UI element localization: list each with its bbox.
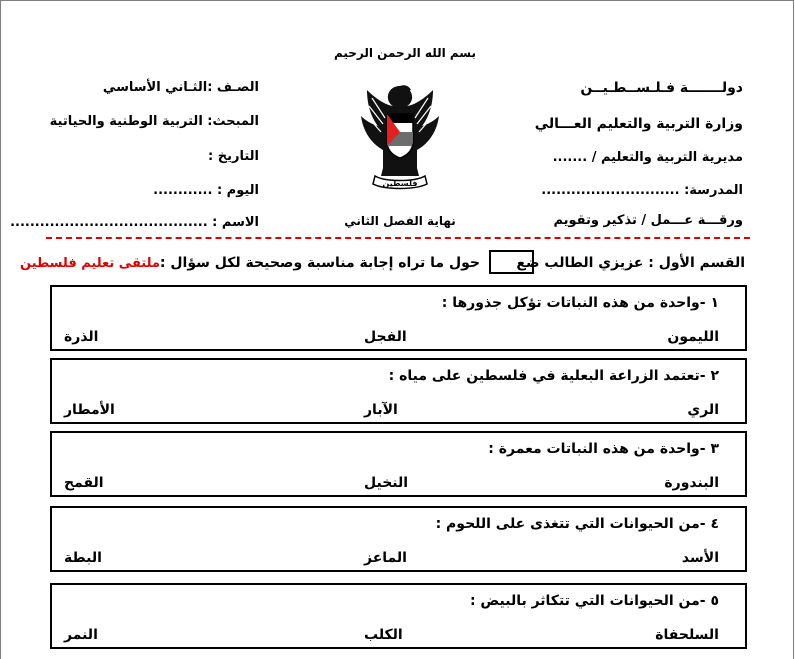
option-2[interactable]: الكلب xyxy=(364,627,403,643)
page-frame-right xyxy=(793,0,794,659)
eagle-emblem-icon xyxy=(345,72,455,198)
palestine-emblem xyxy=(345,72,455,198)
option-3[interactable]: النمر xyxy=(64,627,98,643)
date-field: التاريخ : xyxy=(208,149,259,164)
option-2[interactable]: الفجل xyxy=(364,329,407,345)
question-box-3 xyxy=(50,431,747,497)
page-frame-top xyxy=(0,0,794,1)
question-box-1 xyxy=(50,285,747,351)
question-text: ٤ -من الحيوانات التي تتغذى على اللحوم : xyxy=(435,516,719,532)
option-3[interactable]: الذرة xyxy=(64,329,99,345)
worksheet-title: ورقـــة عـــمل / تذكير وتقويم xyxy=(553,213,743,228)
emblem-caption: فلسطين xyxy=(382,179,418,188)
question-text: ٣ -واحدة من هذه النباتات معمرة : xyxy=(488,441,719,457)
basmala: بسم الله الرحمن الرحيم xyxy=(333,46,477,60)
option-2[interactable]: النخيل xyxy=(364,475,409,491)
question-box-5 xyxy=(50,583,747,649)
name-field: الاسم : ........................................ xyxy=(10,215,259,230)
school-field: المدرسة: ............................ xyxy=(541,183,743,198)
option-1[interactable]: الليمون xyxy=(667,329,719,345)
question-box-4 xyxy=(50,506,747,572)
option-2[interactable]: الآبار xyxy=(364,402,398,418)
directorate-field: مديرية التربية والتعليم / ....... xyxy=(552,150,743,165)
question-text: ٥ -من الحيوانات التي تتكاثر بالبيض : xyxy=(469,593,719,609)
option-3[interactable]: الأمطار xyxy=(64,402,115,418)
option-1[interactable]: البندورة xyxy=(664,475,719,491)
section-instruction-part2: حول ما تراه إجابة مناسبة وصحيحة لكل سؤال : xyxy=(159,255,480,271)
term-end: نهاية الفصل الثاني xyxy=(344,214,456,228)
option-1[interactable]: الري xyxy=(687,402,719,418)
forum-credit: ملتقى تعليم فلسطين xyxy=(20,256,160,271)
option-2[interactable]: الماعز xyxy=(364,550,407,566)
question-box-2 xyxy=(50,358,747,424)
option-3[interactable]: البطة xyxy=(64,550,102,566)
state-name: دولـــــــة فـلـســطـيــن xyxy=(580,80,743,96)
grade-field: الصـف :الثـاني الأساسي xyxy=(102,80,259,95)
option-3[interactable]: القمح xyxy=(64,475,104,491)
page-frame-left xyxy=(0,0,1,659)
option-1[interactable]: السلحفاة xyxy=(655,627,719,643)
question-text: ٢ -تعتمد الزراعة البعلية في فلسطين على مياه : xyxy=(388,368,719,384)
section-instruction-part1: القسم الأول : عزيزي الطالب ضع xyxy=(516,255,745,271)
ministry-name: وزارة التربية والتعليم العـــالي xyxy=(534,116,743,132)
answer-marker-box xyxy=(489,250,534,274)
option-1[interactable]: الأسد xyxy=(681,550,719,566)
question-text: ١ -واحدة من هذه النباتات تؤكل جذورها : xyxy=(441,295,719,311)
header-divider xyxy=(46,237,750,239)
day-field: اليوم : ............ xyxy=(153,183,259,198)
subject-field: المبحث: التربية الوطنية والحياتية xyxy=(49,114,259,129)
